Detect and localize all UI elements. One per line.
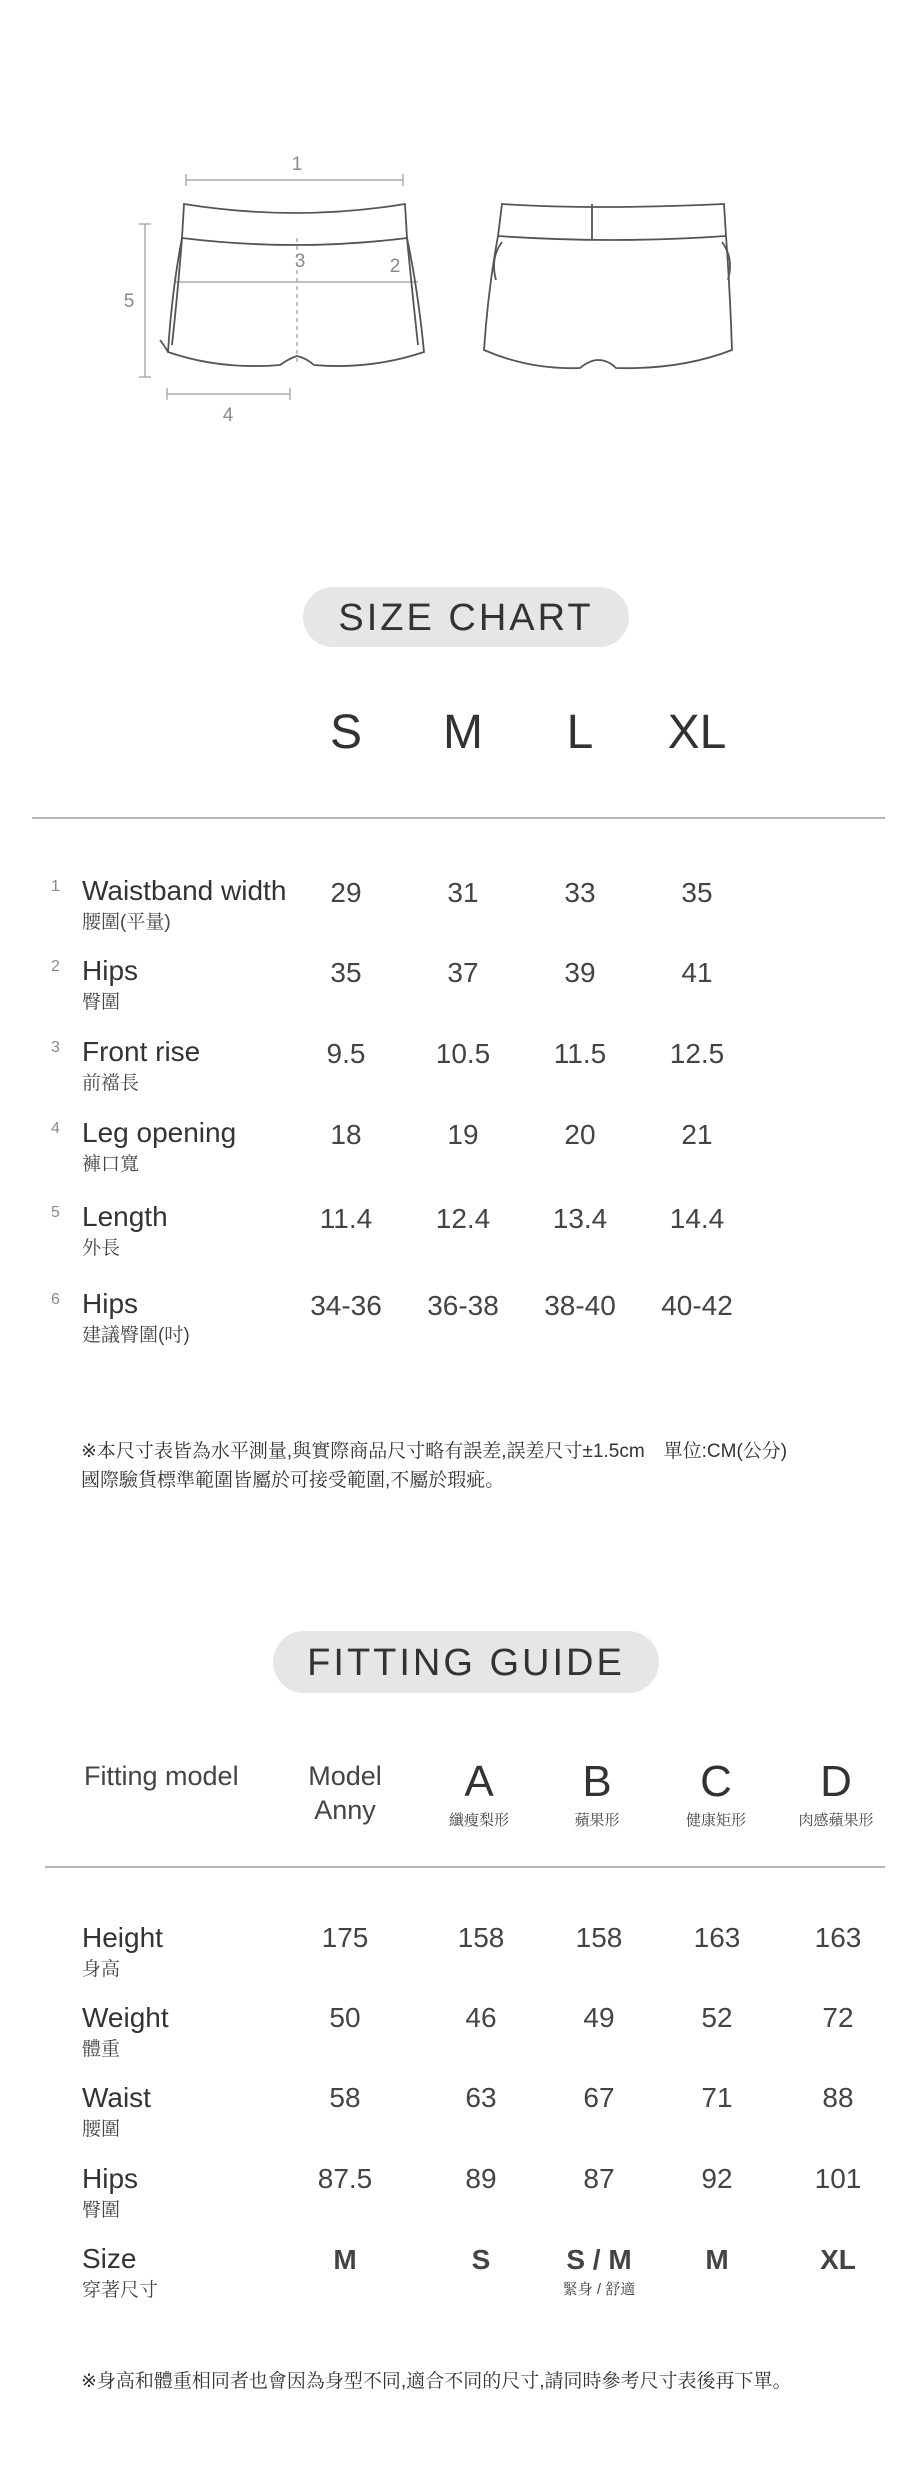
size-value: 35: [681, 877, 713, 908]
size-value: 29: [330, 877, 362, 908]
fit-size-value: S / M: [566, 2244, 632, 2275]
fit-row-label-en: Size: [82, 2243, 137, 2274]
shorts-measurement-diagram: [120, 140, 760, 440]
row-label-en: Hips: [82, 955, 139, 986]
size-value: 9.5: [326, 1038, 366, 1069]
row-number: 5: [51, 1204, 60, 1221]
size-value: 12.5: [669, 1038, 725, 1069]
fit-value: 50: [329, 2002, 361, 2033]
body-type-d: D: [820, 1757, 852, 1806]
row-label-en: Hips: [82, 1288, 139, 1319]
fit-row-label-zh: 腰圍: [82, 2119, 121, 2140]
size-value: 35: [330, 957, 362, 988]
size-value: 21: [681, 1119, 713, 1150]
fit-row-label-en: Waist: [82, 2082, 151, 2113]
fit-value: 87: [583, 2163, 615, 2194]
fitting-guide-divider: [45, 1866, 885, 1868]
size-value: 40-42: [661, 1290, 733, 1321]
fitting-guide-title: FITTING GUIDE: [273, 1631, 659, 1693]
size-value: 33: [564, 877, 596, 908]
size-value: 39: [564, 957, 596, 988]
row-label-zh: 建議臀圍(吋): [82, 1325, 190, 1346]
fit-row-label-zh: 身高: [82, 1959, 121, 1980]
row-label-zh: 臀圍: [82, 992, 121, 1013]
fit-value: 158: [575, 1922, 623, 1953]
tolerance-note: 國際驗貨標準範圍皆屬於可接受範圍,不屬於瑕疵。: [81, 1470, 505, 1491]
size-header-xl: XL: [667, 706, 727, 759]
size-value: 10.5: [435, 1038, 491, 1069]
fit-row-label-en: Hips: [82, 2163, 139, 2194]
fit-value: 88: [822, 2082, 854, 2113]
row-label-en: Front rise: [82, 1036, 201, 1067]
size-value: 12.4: [435, 1203, 491, 1234]
fit-value: 52: [701, 2002, 733, 2033]
row-label-en: Waistband width: [82, 875, 287, 906]
size-value: 41: [681, 957, 713, 988]
body-type-c-desc: 健康矩形: [685, 1812, 746, 1829]
fitting-footnote: ※身高和體重相同者也會因為身型不同,適合不同的尺寸,請同時參考尺寸表後再下單。: [81, 2371, 792, 2392]
body-type-b-desc: 蘋果形: [574, 1812, 620, 1829]
fit-value: 72: [822, 2002, 854, 2033]
measurement-note: ※本尺寸表皆為水平測量,與實際商品尺寸略有誤差,誤差尺寸±1.5cm 單位:CM(公分): [81, 1441, 788, 1462]
fit-size-value: M: [333, 2244, 357, 2275]
size-header-s: S: [329, 706, 362, 759]
diagram-label-2: 2: [389, 256, 401, 277]
fit-value: 158: [457, 1922, 505, 1953]
size-value: 31: [447, 877, 479, 908]
size-value: 38-40: [544, 1290, 616, 1321]
size-chart-divider: [32, 817, 885, 819]
row-label-zh: 腰圍(平量): [82, 912, 171, 933]
fitting-model-label: Fitting model: [84, 1761, 239, 1791]
fit-value: 101: [814, 2163, 862, 2194]
fit-value: 67: [583, 2082, 615, 2113]
fit-size-value: S: [471, 2244, 491, 2275]
fit-row-label-zh: 體重: [82, 2039, 121, 2060]
fit-value: 58: [329, 2082, 361, 2113]
size-chart-title: SIZE CHART: [303, 587, 629, 647]
row-label-en: Length: [82, 1201, 168, 1232]
model-label: Model: [308, 1761, 382, 1791]
row-label-zh: 外長: [82, 1238, 121, 1259]
body-type-a-desc: 纖瘦梨形: [448, 1812, 509, 1829]
size-value: 18: [330, 1119, 362, 1150]
fit-value: 163: [814, 1922, 862, 1953]
body-type-a: A: [464, 1757, 494, 1806]
model-name: Anny: [314, 1795, 376, 1825]
row-number: 1: [51, 878, 60, 895]
size-value: 34-36: [310, 1290, 382, 1321]
size-value: 19: [447, 1119, 479, 1150]
row-number: 3: [51, 1039, 60, 1056]
diagram-label-5: 5: [123, 291, 135, 312]
row-number: 4: [51, 1120, 60, 1137]
fit-value: 71: [701, 2082, 733, 2113]
fit-row-label-en: Weight: [82, 2002, 169, 2033]
size-value: 11.4: [319, 1203, 373, 1234]
body-type-c: C: [700, 1757, 732, 1806]
row-label-zh: 褲口寬: [82, 1154, 140, 1175]
fit-row-label-zh: 臀圍: [82, 2200, 121, 2221]
fit-row-label-en: Height: [82, 1922, 163, 1953]
fit-size-note: 緊身 / 舒適: [562, 2281, 636, 2298]
fit-value: 175: [321, 1922, 369, 1953]
fit-size-value: XL: [820, 2244, 856, 2275]
row-number: 2: [51, 958, 60, 975]
size-header-m: M: [443, 706, 483, 759]
diagram-label-4: 4: [222, 405, 234, 426]
size-header-l: L: [566, 706, 594, 759]
size-value: 13.4: [552, 1203, 608, 1234]
fit-value: 87.5: [317, 2163, 373, 2194]
body-type-b: B: [582, 1757, 612, 1806]
size-value: 37: [447, 957, 479, 988]
fit-row-label-zh: 穿著尺寸: [82, 2280, 159, 2301]
fit-value: 63: [465, 2082, 497, 2113]
fit-value: 89: [465, 2163, 497, 2194]
row-label-zh: 前襠長: [82, 1073, 140, 1094]
size-value: 36-38: [427, 1290, 499, 1321]
diagram-label-3: 3: [294, 251, 306, 272]
row-number: 6: [51, 1291, 60, 1308]
size-value: 11.5: [553, 1038, 607, 1069]
size-value: 14.4: [669, 1203, 725, 1234]
fit-value: 92: [701, 2163, 733, 2194]
diagram-label-1: 1: [291, 154, 303, 175]
body-type-d-desc: 肉感蘋果形: [798, 1812, 874, 1829]
fit-value: 163: [693, 1922, 741, 1953]
fit-value: 46: [465, 2002, 497, 2033]
fit-size-value: M: [705, 2244, 729, 2275]
row-label-en: Leg opening: [82, 1117, 237, 1148]
fit-value: 49: [583, 2002, 615, 2033]
size-value: 20: [564, 1119, 596, 1150]
